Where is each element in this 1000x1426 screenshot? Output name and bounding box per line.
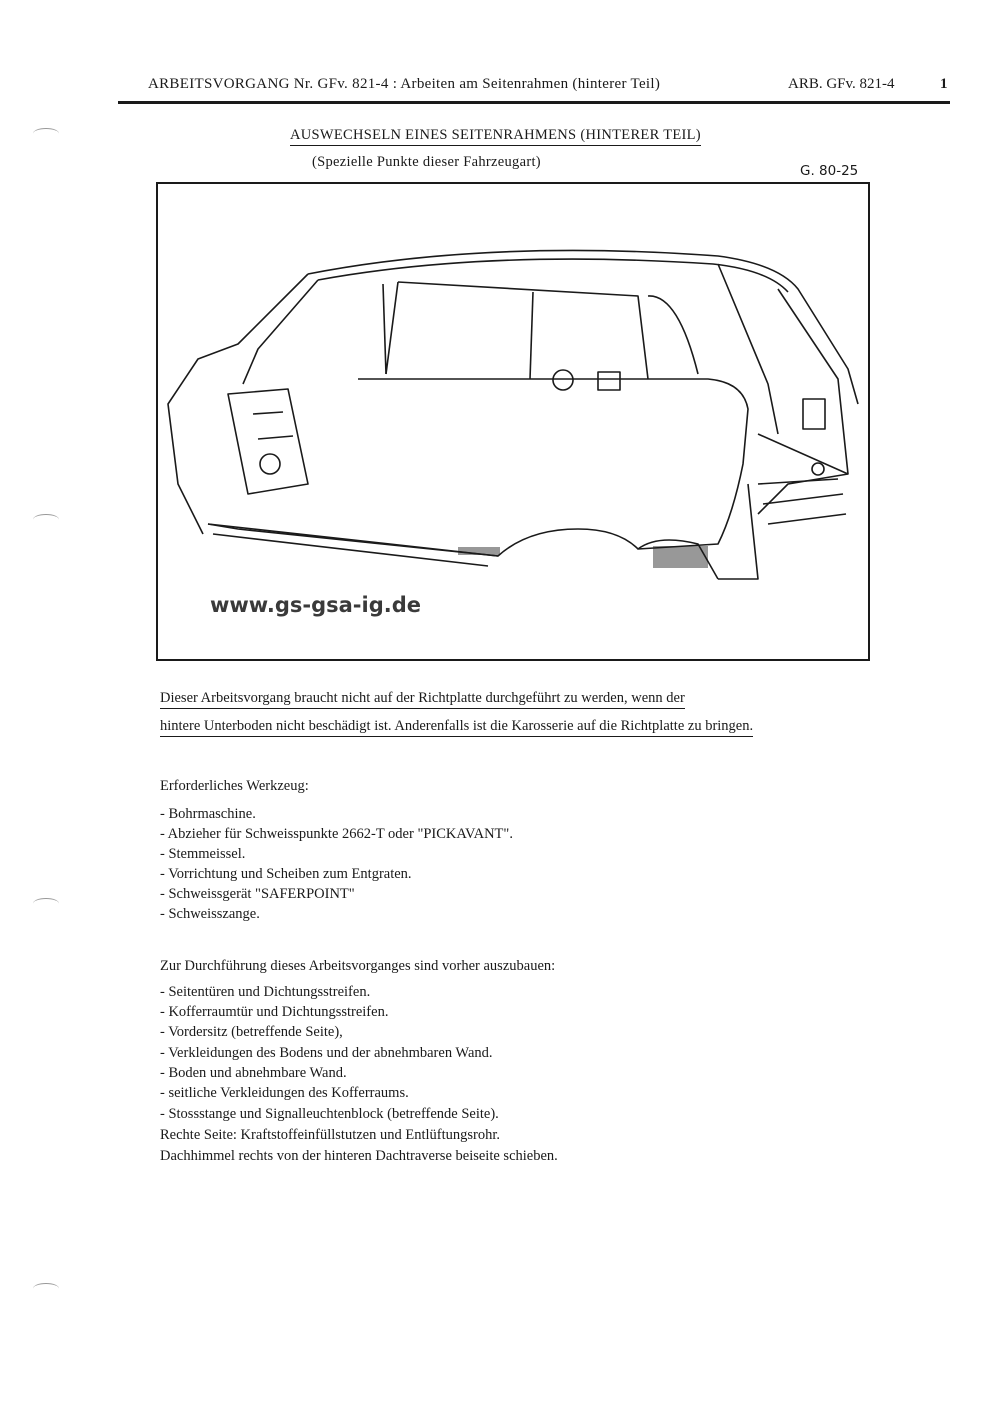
- removal-item: - seitliche Verkleidungen des Kofferraums.: [160, 1085, 409, 1101]
- note-line: Dieser Arbeitsvorgang braucht nicht auf der Richtplatte durchgeführt zu werden, wenn der: [160, 690, 685, 709]
- header-divider: [118, 101, 950, 104]
- header-reference: ARB. GFv. 821-4: [788, 76, 895, 92]
- page-number: 1: [940, 76, 948, 92]
- tool-item: - Vorrichtung und Scheiben zum Entgraten.: [160, 866, 412, 882]
- tool-item: - Schweisszange.: [160, 906, 260, 922]
- document-subtitle: (Spezielle Punkte dieser Fahrzeugart): [312, 154, 541, 170]
- punch-hole-mark: [33, 514, 59, 525]
- tools-heading: Erforderliches Werkzeug:: [160, 778, 309, 794]
- removal-item: Dachhimmel rechts von der hinteren Dachtraverse beiseite schieben.: [160, 1148, 558, 1164]
- removal-item: - Verkleidungen des Bodens und der abnehmbaren Wand.: [160, 1045, 493, 1061]
- removal-item: Rechte Seite: Kraftstoffeinfüllstutzen und Entlüftungsrohr.: [160, 1127, 501, 1143]
- car-body-side-frame-illustration: [158, 184, 868, 659]
- removal-item: - Kofferraumtür und Dichtungsstreifen.: [160, 1004, 389, 1020]
- tool-item: - Abzieher für Schweisspunkte 2662-T oder "PICKAVANT".: [160, 826, 513, 842]
- removal-item: - Vordersitz (betreffende Seite),: [160, 1024, 343, 1040]
- removal-heading: Zur Durchführung dieses Arbeitsvorganges sind vorher auszubauen:: [160, 958, 556, 974]
- document-title: AUSWECHSELN EINES SEITENRAHMENS (HINTERER TEIL): [290, 127, 701, 146]
- header-title: ARBEITSVORGANG Nr. GFv. 821-4 : Arbeiten am Seitenrahmen (hinterer Teil): [148, 76, 661, 92]
- figure-frame: [156, 182, 870, 661]
- removal-item: - Seitentüren und Dichtungsstreifen.: [160, 984, 371, 1000]
- punch-hole-mark: [33, 128, 59, 139]
- figure-reference: G. 80-25: [800, 163, 859, 179]
- punch-hole-mark: [33, 1283, 59, 1294]
- note-line: hintere Unterboden nicht beschädigt ist. Anderenfalls ist die Karosserie auf die Richtplatte zu bringen.: [160, 718, 753, 737]
- tool-item: - Schweissgerät "SAFERPOINT": [160, 886, 355, 902]
- removal-item: - Stossstange und Signalleuchtenblock (betreffende Seite).: [160, 1106, 499, 1122]
- watermark-url: www.gs-gsa-ig.de: [210, 593, 421, 617]
- tool-item: - Stemmeissel.: [160, 846, 246, 862]
- punch-hole-mark: [33, 898, 59, 909]
- tool-item: - Bohrmaschine.: [160, 806, 256, 822]
- removal-item: - Boden und abnehmbare Wand.: [160, 1065, 347, 1081]
